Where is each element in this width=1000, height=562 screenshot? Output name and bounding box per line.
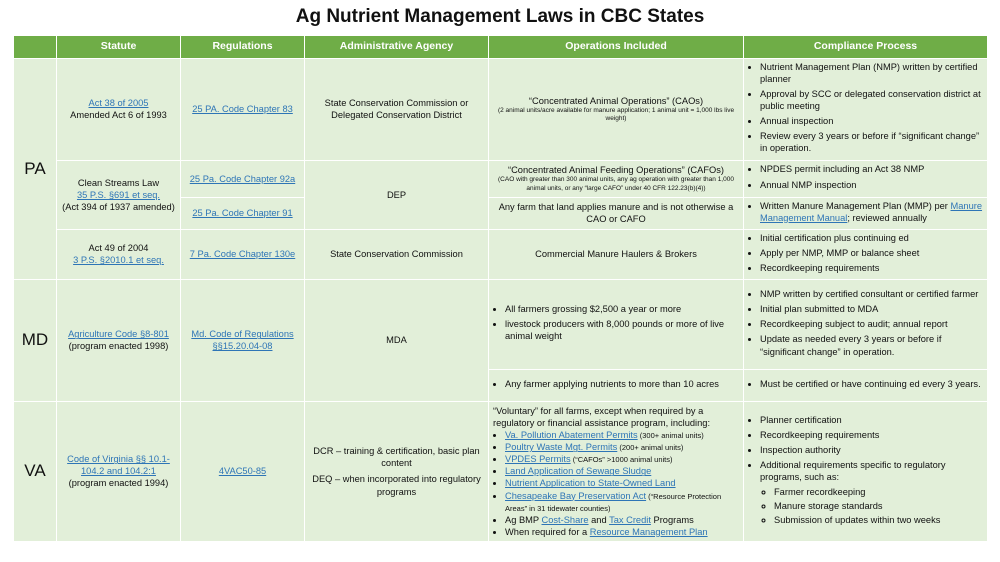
list-item: • Update as needed every 3 years or before if “significant change” in operation. bbox=[760, 333, 983, 357]
list-item: • livestock producers with 8,000 pounds or more of live animal weight bbox=[505, 318, 739, 342]
laws-table bbox=[13, 35, 988, 542]
pa-ops-3: Commercial Manure Haulers & Brokers bbox=[489, 229, 744, 279]
list-item: • Planner certification bbox=[760, 414, 983, 426]
operations-list bbox=[493, 429, 739, 538]
pa-ops-2a bbox=[489, 160, 744, 197]
md-agency: MDA bbox=[305, 279, 489, 401]
compliance-list bbox=[748, 163, 983, 190]
pa-ops-1 bbox=[489, 59, 744, 161]
pa-comp-3 bbox=[744, 229, 988, 279]
list-item: • Any farmer applying nutrients to more than 10 acres bbox=[505, 378, 739, 390]
agency-deq: DEQ – when incorporated into regulatory programs bbox=[312, 474, 481, 497]
state-pa: PA bbox=[14, 59, 57, 280]
md-reg bbox=[181, 279, 305, 401]
header-row bbox=[14, 36, 988, 59]
regulation-link[interactable]: 25 PA. Code Chapter 83 bbox=[192, 104, 293, 115]
ops-intro: “Voluntary” for all farms, except when required by a regulatory or financial assistance program, including: bbox=[493, 406, 711, 429]
va-ops bbox=[489, 401, 744, 541]
bmp-and: and bbox=[588, 514, 610, 525]
header-regulations: Regulations bbox=[181, 36, 305, 59]
program-link[interactable]: Land Application of Sewage Sludge bbox=[505, 466, 652, 477]
list-item bbox=[505, 526, 739, 538]
pa-reg-3 bbox=[181, 229, 305, 279]
md-ops-b bbox=[489, 369, 744, 401]
table-row bbox=[14, 279, 988, 369]
state-va: VA bbox=[14, 401, 57, 541]
pa-agency-3: State Conservation Commission bbox=[305, 229, 489, 279]
header-blank bbox=[14, 36, 57, 59]
list-item: • All farmers grossing $2,500 a year or more bbox=[505, 303, 739, 315]
header-compliance: Compliance Process bbox=[744, 36, 988, 59]
program-link[interactable]: Nutrient Application to State-Owned Land bbox=[505, 478, 676, 489]
list-item bbox=[760, 459, 983, 525]
list-item bbox=[505, 429, 739, 441]
statute-note: Amended Act 6 of 1993 bbox=[70, 110, 167, 121]
list-item: • Must be certified or have continuing ed every 3 years. bbox=[760, 378, 983, 390]
statute-link[interactable]: Agriculture Code §8-801 bbox=[68, 329, 169, 340]
pa-comp-2b bbox=[744, 197, 988, 229]
sub-list bbox=[760, 486, 983, 526]
statute-name: Act 49 of 2004 bbox=[88, 243, 149, 254]
regulation-link[interactable]: 25 Pa. Code Chapter 92a bbox=[189, 173, 296, 184]
pa-reg-1 bbox=[181, 59, 305, 161]
operations-list bbox=[493, 303, 739, 342]
regulation-link[interactable]: 7 Pa. Code Chapter 130e bbox=[189, 249, 296, 260]
list-item: ◦ Manure storage standards bbox=[774, 500, 983, 512]
list-item bbox=[505, 441, 739, 453]
header-agency: Administrative Agency bbox=[305, 36, 489, 59]
md-statute bbox=[57, 279, 181, 401]
list-item bbox=[505, 477, 739, 489]
mmp-text: Written Manure Management Plan (MMP) per bbox=[760, 200, 948, 211]
program-link[interactable]: Va. Pollution Abatement Permits bbox=[505, 430, 638, 441]
ops-main: “Concentrated Animal Feeding Operations” (CAFOs) bbox=[508, 165, 724, 176]
table-row bbox=[14, 401, 988, 541]
pa-reg-2a bbox=[181, 160, 305, 197]
list-item: • NPDES permit including an Act 38 NMP bbox=[760, 163, 983, 175]
statute-note: (program enacted 1998) bbox=[68, 341, 169, 352]
program-link[interactable]: Chesapeake Bay Preservation Act bbox=[505, 490, 647, 501]
list-item: • Recordkeeping requirements bbox=[760, 429, 983, 441]
list-item bbox=[505, 514, 739, 526]
bmp-text: Ag BMP bbox=[505, 514, 542, 525]
list-item bbox=[505, 490, 739, 514]
pa-comp-1 bbox=[744, 59, 988, 161]
program-note: (300+ animal units) bbox=[637, 431, 704, 441]
list-item: ◦ Submission of updates within two weeks bbox=[774, 514, 983, 526]
statute-link[interactable]: 35 P.S. §691 et seq. bbox=[76, 189, 161, 200]
list-item: • Review every 3 years or before if “significant change” in operation. bbox=[760, 130, 983, 154]
program-note: (“CAFOs” >1000 animal units) bbox=[570, 455, 673, 465]
header-operations: Operations Included bbox=[489, 36, 744, 59]
statute-note: (Act 394 of 1937 amended) bbox=[62, 201, 175, 212]
list-item: • Annual inspection bbox=[760, 115, 983, 127]
table-row bbox=[14, 160, 988, 197]
statute-name: Clean Streams Law bbox=[77, 177, 160, 188]
compliance-list bbox=[748, 288, 983, 357]
ops-note: (2 animal units/acre available for manure application; 1 animal unit = 1,000 lbs live weight) bbox=[497, 107, 735, 123]
header-statute: Statute bbox=[57, 36, 181, 59]
va-comp bbox=[744, 401, 988, 541]
mmp-tail: ; reviewed annually bbox=[847, 212, 927, 223]
table-row bbox=[14, 59, 988, 161]
ops-note: (CAO with greater than 300 animal units, any ag operation with greater than 1,000 animal units, or any “large CAFO” under 40 CFR 122.23(b)(4)) bbox=[498, 176, 734, 192]
cost-share-link[interactable]: Cost-Share bbox=[541, 514, 589, 525]
compliance-list bbox=[748, 61, 983, 155]
pa-statute-3 bbox=[57, 229, 181, 279]
va-reg bbox=[181, 401, 305, 541]
list-item: • Recordkeeping subject to audit; annual report bbox=[760, 318, 983, 330]
regulation-link[interactable]: 25 Pa. Code Chapter 91 bbox=[192, 208, 293, 219]
list-item: • Initial certification plus continuing ed bbox=[760, 232, 983, 244]
pa-statute-1 bbox=[57, 59, 181, 161]
program-link[interactable]: VPDES Permits bbox=[505, 454, 571, 465]
pa-agency-1: State Conservation Commission or Delegated Conservation District bbox=[305, 59, 489, 161]
tax-credit-link[interactable]: Tax Credit bbox=[609, 514, 651, 525]
list-item: • Recordkeeping requirements bbox=[760, 262, 983, 274]
list-item: • Nutrient Management Plan (NMP) written by certified planner bbox=[760, 61, 983, 85]
list-item: • Apply per NMP, MMP or balance sheet bbox=[760, 247, 983, 259]
md-ops-a bbox=[489, 279, 744, 369]
list-item bbox=[760, 200, 983, 224]
pa-ops-2b: Any farm that land applies manure and is not otherwise a CAO or CAFO bbox=[489, 197, 744, 229]
page-title: Ag Nutrient Management Laws in CBC States bbox=[295, 6, 705, 27]
compliance-list bbox=[748, 232, 983, 274]
md-comp-b bbox=[744, 369, 988, 401]
rmp-text: When required for a bbox=[505, 526, 590, 537]
ops-main: “Concentrated Animal Operations” (CAOs) bbox=[528, 96, 704, 107]
va-statute bbox=[57, 401, 181, 541]
pa-reg-2b bbox=[181, 197, 305, 229]
program-link[interactable]: Poultry Waste Mgt. Permits bbox=[505, 442, 618, 453]
table-row bbox=[14, 229, 988, 279]
statute-link[interactable]: 3 P.S. §2010.1 et seq. bbox=[73, 255, 164, 266]
list-item: • NMP written by certified consultant or certified farmer bbox=[760, 288, 983, 300]
list-item: • Inspection authority bbox=[760, 444, 983, 456]
operations-list bbox=[493, 378, 739, 390]
regulation-link[interactable]: 4VAC50-85 bbox=[218, 466, 267, 477]
compliance-list bbox=[748, 414, 983, 526]
list-item: • Approval by SCC or delegated conservation district at public meeting bbox=[760, 88, 983, 112]
pa-statute-2 bbox=[57, 160, 181, 229]
list-item bbox=[505, 453, 739, 465]
list-item bbox=[505, 465, 739, 477]
agency-dcr: DCR – training & certification, basic plan content bbox=[313, 446, 480, 469]
additional-req: Additional requirements specific to regulatory programs, such as: bbox=[760, 460, 946, 483]
list-item: • Annual NMP inspection bbox=[760, 179, 983, 191]
compliance-list bbox=[748, 200, 983, 224]
statute-note: (program enacted 1994) bbox=[68, 478, 169, 489]
md-comp-a bbox=[744, 279, 988, 369]
program-note: (“Resource Protection Areas” in 31 tidewater counties) bbox=[505, 491, 722, 513]
compliance-list bbox=[748, 378, 983, 390]
list-item: ◦ Farmer recordkeeping bbox=[774, 486, 983, 498]
list-item: • Initial plan submitted to MDA bbox=[760, 303, 983, 315]
state-md: MD bbox=[14, 279, 57, 401]
va-agency bbox=[305, 401, 489, 541]
pa-agency-2: DEP bbox=[305, 160, 489, 229]
rmp-link[interactable]: Resource Management Plan bbox=[589, 526, 708, 537]
pa-comp-2a bbox=[744, 160, 988, 197]
statute-link[interactable]: Act 38 of 2005 bbox=[88, 98, 149, 109]
bmp-post: Programs bbox=[650, 514, 694, 525]
manure-manual-link[interactable]: Manure Management Manual bbox=[760, 200, 983, 223]
statute-link[interactable]: Code of Virginia §§ 10.1-104.2 and 104.2:1 bbox=[67, 454, 170, 477]
regulation-link[interactable]: Md. Code of Regulations §§15.20.04-08 bbox=[191, 329, 294, 352]
program-note: (200+ animal units) bbox=[617, 443, 684, 453]
